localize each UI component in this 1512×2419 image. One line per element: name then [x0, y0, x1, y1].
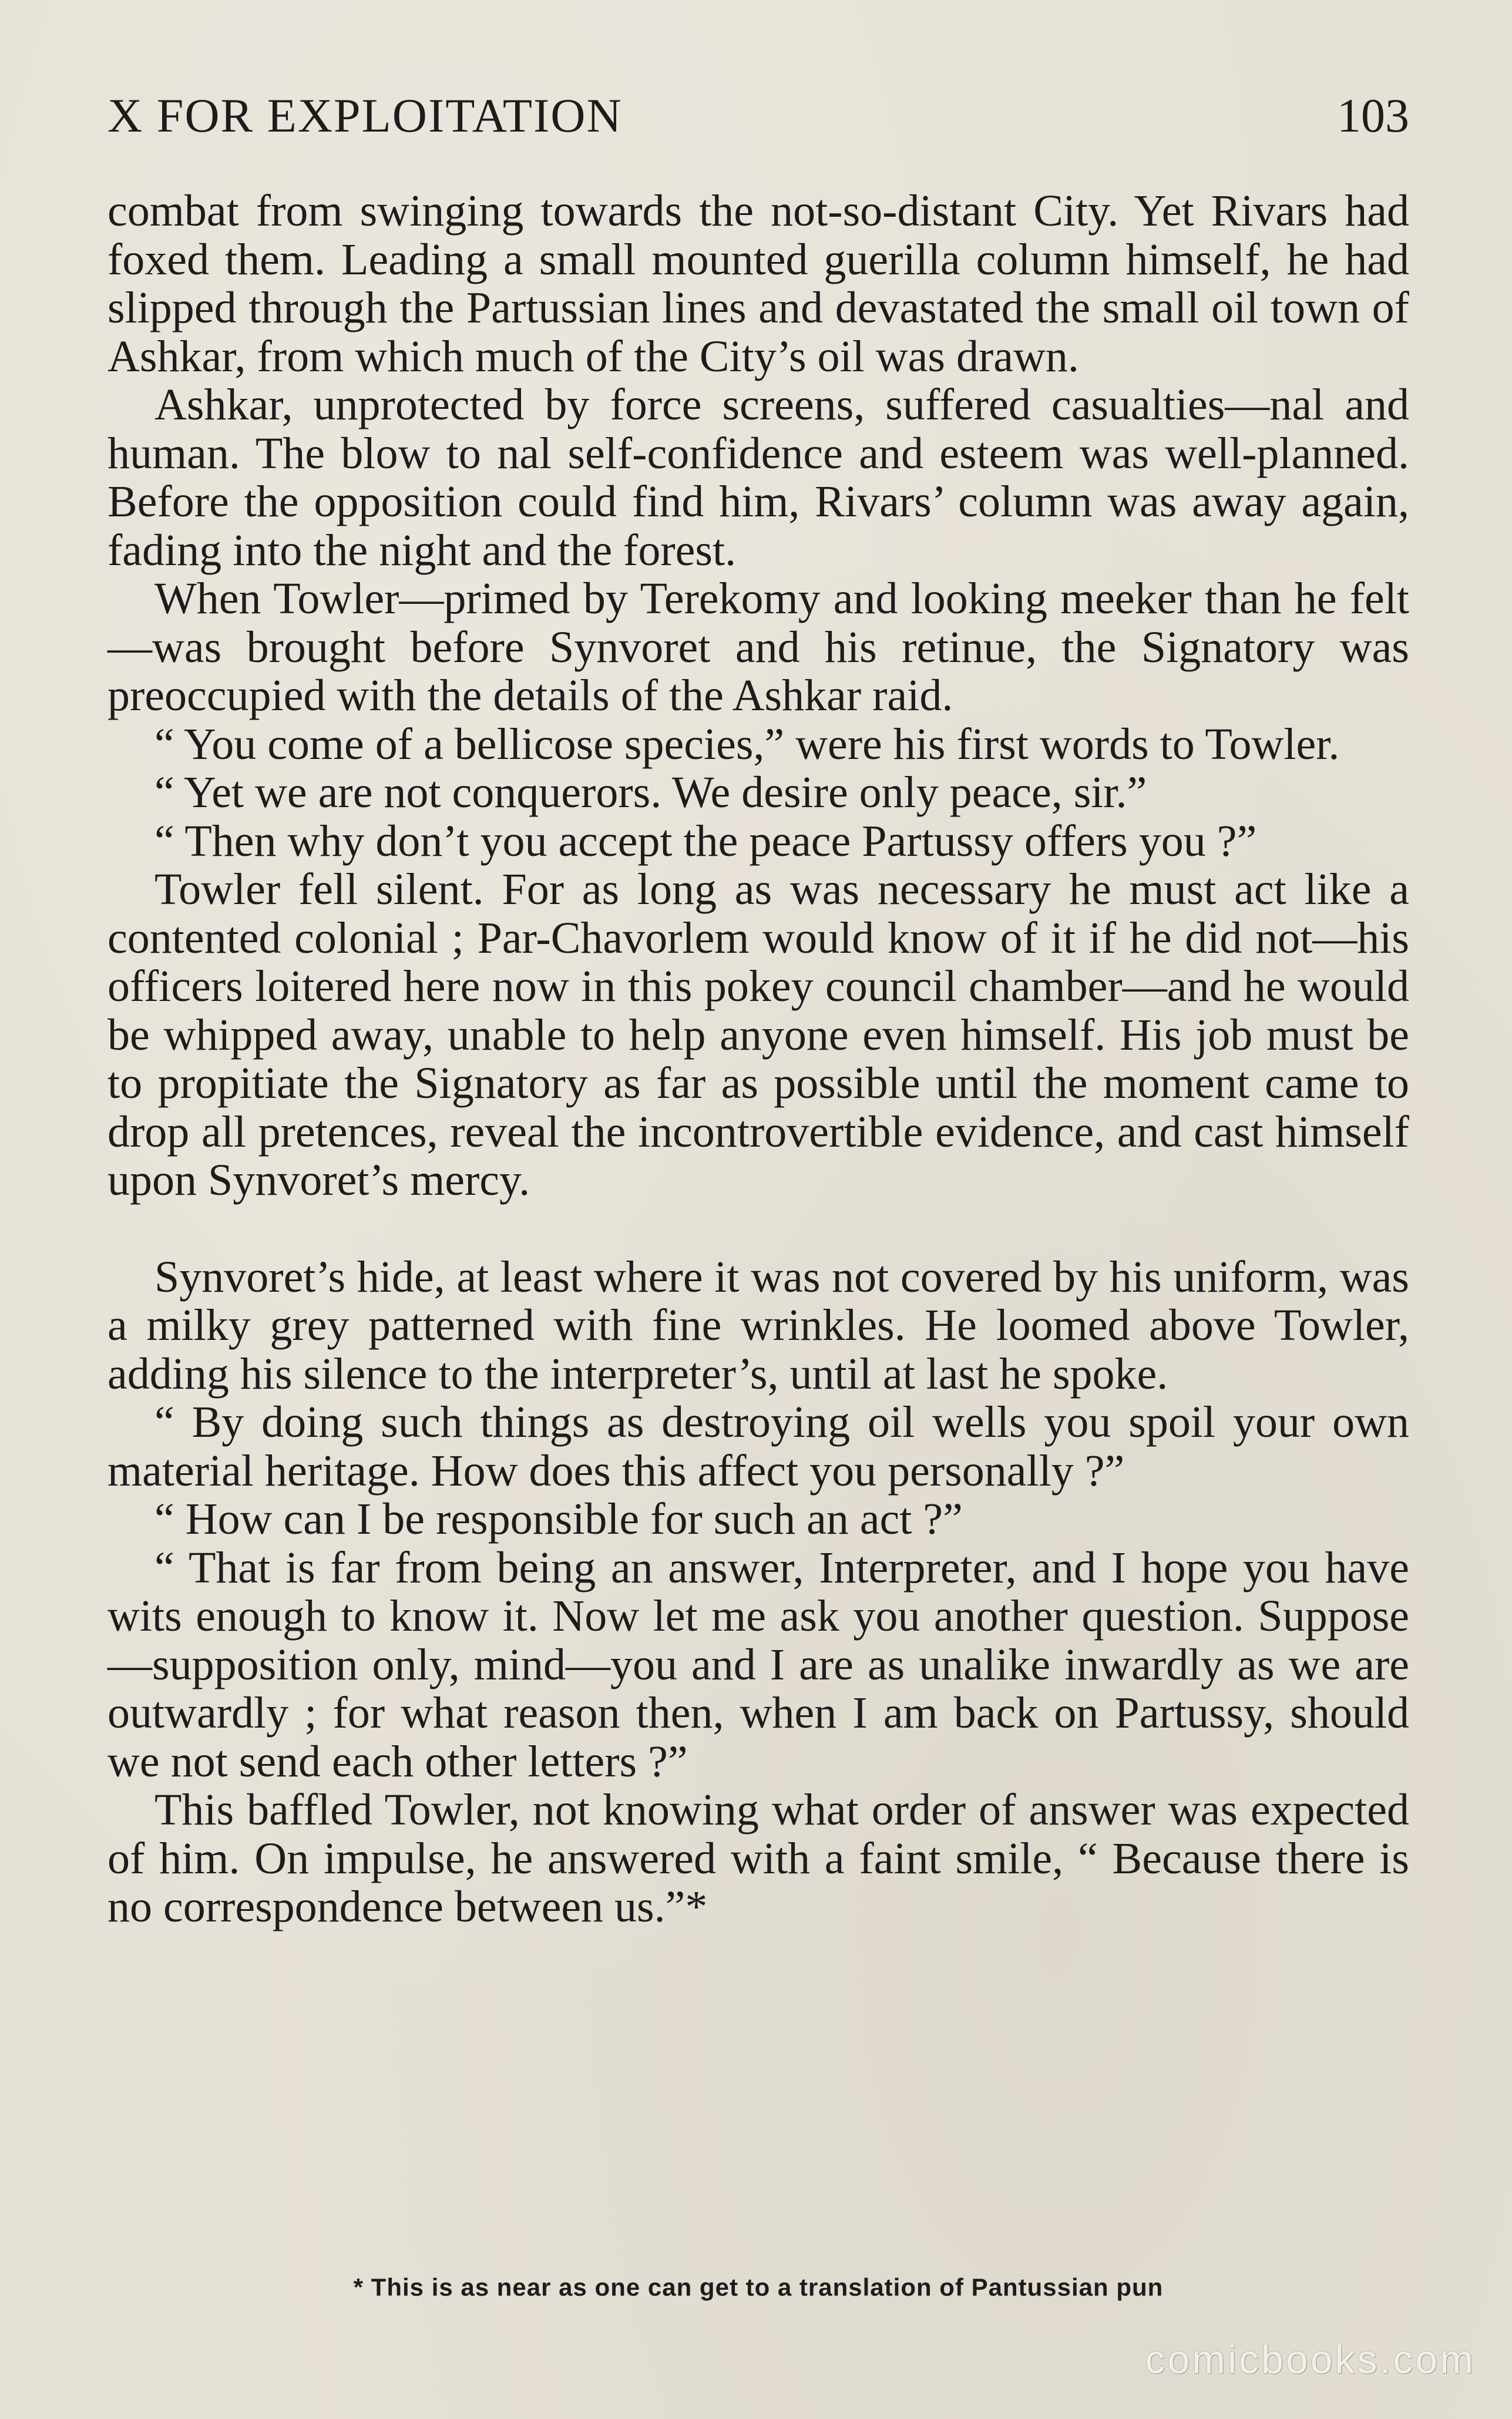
paragraph: When Towler—primed by Terekomy and looking meeker than he felt—was brought before Synvoret and his retinue, the Signatory was preoccupied with the details of the Ashkar raid.	[107, 574, 1409, 720]
paragraph: Synvoret’s hide, at least where it was not covered by his uniform, was a milky grey patterned with fine wrinkles. He loomed above Towler, adding his silence to the interpreter’s, until at last he spoke.	[107, 1252, 1409, 1399]
paragraph: “ Yet we are not conquerors. We desire only peace, sir.”	[154, 768, 1147, 817]
paragraph: This baffled Towler, not knowing what order of answer was expected of him. On impulse, he answered with a faint smile, “ Because there is no correspondence between us.”*	[107, 1785, 1409, 1931]
paragraph: “ That is far from being an answer, Interpreter, and I hope you have wits enough to know it. Now let me ask you another question. Suppose—supposition only, mind—you and I are as unalike inwardly as we are outwardly ; for what reason then, when I am back on Partussy, should we not send each other letters ?”	[107, 1543, 1409, 1786]
paragraph: Towler fell silent. For as long as was necessary he must act like a contented colonial ; Par-Chavorlem would know of it if he did not—his officers loitered here now in this pokey council chamber—and he would be whipped away, unable to help anyone even himself. His job must be to propitiate the Signatory as far as possible until the moment came to drop all pretences, reveal the incontrovertible evidence, and cast himself upon Synvoret’s mercy.	[107, 865, 1409, 1205]
paragraph: “ By doing such things as destroying oil wells you spoil your own material heritage. How does this affect you personally ?”	[107, 1397, 1409, 1496]
paragraph: “ You come of a bellicose species,” were his first words to Towler.	[154, 719, 1340, 769]
page-number: 103	[1337, 89, 1409, 142]
body-text	[107, 187, 1409, 1931]
paragraph: Ashkar, unprotected by force screens, suffered casualties—nal and human. The blow to nal self-confidence and esteem was well-planned. Before the opposition could find him, Rivars’ column was away again, fading into the night and the forest.	[107, 380, 1409, 575]
watermark: comicbooks.com	[1145, 2337, 1476, 2382]
paragraph: “ How can I be responsible for such an act ?”	[154, 1494, 963, 1544]
running-header	[107, 88, 1409, 153]
paragraph: “ Then why don’t you accept the peace Partussy offers you ?”	[154, 816, 1257, 866]
footnote: * This is as near as one can get to a translation of Pantussian pun	[353, 2273, 1164, 2301]
paragraph: combat from swinging towards the not-so-distant City. Yet Rivars had foxed them. Leading a small mounted guerilla column himself, he had slipped through the Partussian lines and devastated the small oil town of Ashkar, from which much of the City’s oil was drawn.	[107, 186, 1409, 381]
chapter-title: X FOR EXPLOITATION	[107, 89, 623, 142]
